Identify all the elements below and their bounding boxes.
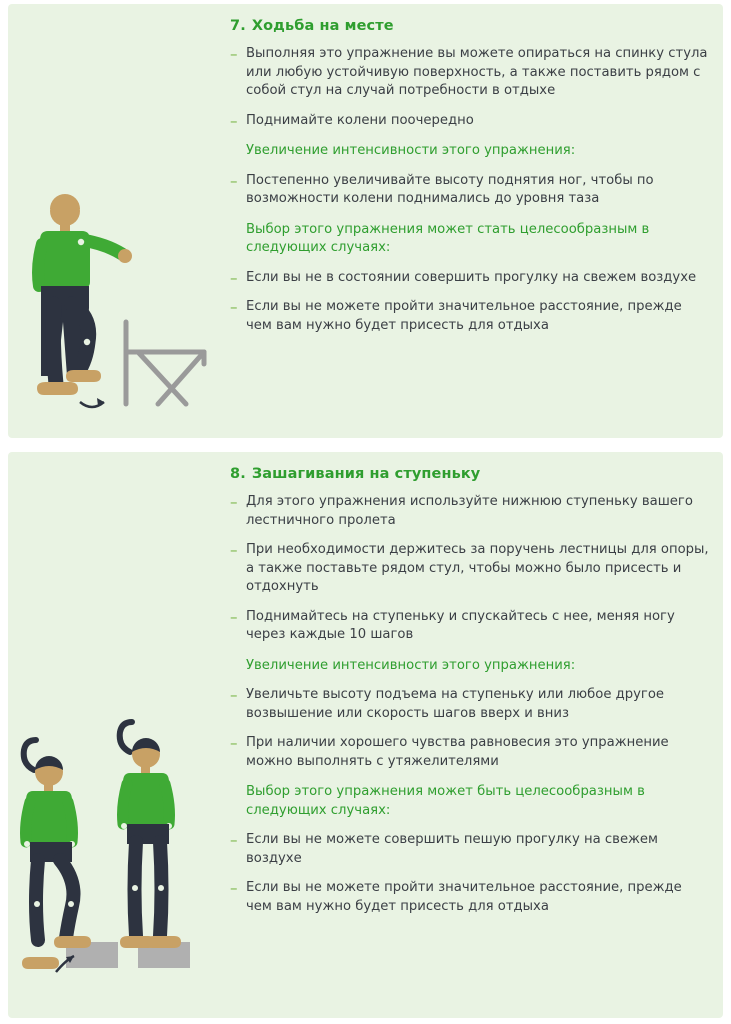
exercise-8-heading bbox=[230, 466, 709, 482]
list-item bbox=[230, 541, 709, 597]
dash-icon: – bbox=[230, 298, 238, 316]
exercise-7-title: Ходьба на месте bbox=[251, 18, 394, 34]
list-item bbox=[230, 112, 709, 131]
list-item bbox=[230, 269, 709, 288]
list-item bbox=[230, 686, 709, 723]
suitability-note: Выбор этого упражнения может стать целесообразным в следующих случаях: bbox=[246, 221, 650, 255]
illustration-marching-in-place bbox=[8, 4, 226, 438]
dash-icon: – bbox=[230, 171, 238, 190]
list-item-text: Если вы не можете совершить пешую прогулку на свежем воздухе bbox=[246, 832, 658, 866]
list-item bbox=[230, 298, 709, 335]
dash-icon: – bbox=[230, 268, 238, 287]
list-item-text: Поднимайте колени поочередно bbox=[246, 112, 474, 128]
exercise-card-8 bbox=[8, 452, 723, 1018]
exercise-8-text bbox=[230, 452, 709, 916]
list-item-text: Если вы не можете пройти значительное расстояние, прежде чем вам нужно будет присесть для отдыха bbox=[246, 299, 682, 333]
dash-icon: – bbox=[230, 734, 238, 752]
list-item-text: Выполняя это упражнение вы можете опираться на спинку стула или любую устойчивую поверхность, а также поставить рядом с собой стул на случай потребности в отдыхе bbox=[246, 46, 708, 98]
exercise-7-number: 7. bbox=[230, 18, 246, 34]
exercise-7-text bbox=[230, 4, 709, 335]
list-item-text: При наличии хорошего чувства равновесия это упражнение можно выполнять с утяжелителями bbox=[246, 735, 669, 769]
list-item bbox=[230, 831, 709, 868]
list-item-text: Если вы не можете пройти значительное расстояние, прежде чем вам нужно будет присесть для отдыха bbox=[246, 880, 682, 914]
list-item bbox=[230, 493, 709, 530]
exercise-card-7 bbox=[8, 4, 723, 438]
list-item bbox=[230, 608, 709, 645]
list-item-text: Для этого упражнения используйте нижнюю ступеньку вашего лестничного пролета bbox=[246, 494, 693, 528]
dash-icon: – bbox=[230, 111, 238, 130]
list-item bbox=[230, 172, 709, 209]
list-item-text: Увеличьте высоту подъема на ступеньку или любое другое возвышение или скорость шагов вверх и вниз bbox=[246, 687, 665, 721]
dash-icon: – bbox=[230, 831, 238, 849]
list-item bbox=[230, 45, 709, 101]
list-item bbox=[230, 734, 709, 771]
exercise-8-number: 8. bbox=[230, 466, 246, 482]
intensity-note: Увеличение интенсивности этого упражнения: bbox=[246, 143, 576, 158]
dash-icon: – bbox=[230, 45, 238, 63]
dash-icon: – bbox=[230, 493, 238, 511]
list-item bbox=[230, 879, 709, 916]
exercise-8-title: Зашагивания на ступеньку bbox=[251, 466, 481, 482]
suitability-note: Выбор этого упражнения может быть целесообразным в следующих случаях: bbox=[246, 784, 645, 818]
list-item-text: При необходимости держитесь за поручень лестницы для опоры, а также поставьте рядом стул, чтобы можно было присесть и отдохнуть bbox=[246, 542, 709, 594]
dash-icon: – bbox=[230, 879, 238, 897]
exercise-7-heading bbox=[230, 18, 709, 34]
illustration-step-ups bbox=[8, 452, 226, 1018]
dash-icon: – bbox=[230, 607, 238, 626]
dash-icon: – bbox=[230, 686, 238, 704]
list-item-text: Постепенно увеличивайте высоту поднятия ног, чтобы по возможности колени поднимались до уровня таза bbox=[246, 172, 654, 206]
list-item-text: Если вы не в состоянии совершить прогулку на свежем воздухе bbox=[246, 269, 697, 285]
dash-icon: – bbox=[230, 541, 238, 559]
intensity-note: Увеличение интенсивности этого упражнения: bbox=[246, 657, 576, 673]
list-item-text: Поднимайтесь на ступеньку и спускайтесь с нее, меняя ногу через каждые 10 шагов bbox=[246, 608, 675, 642]
